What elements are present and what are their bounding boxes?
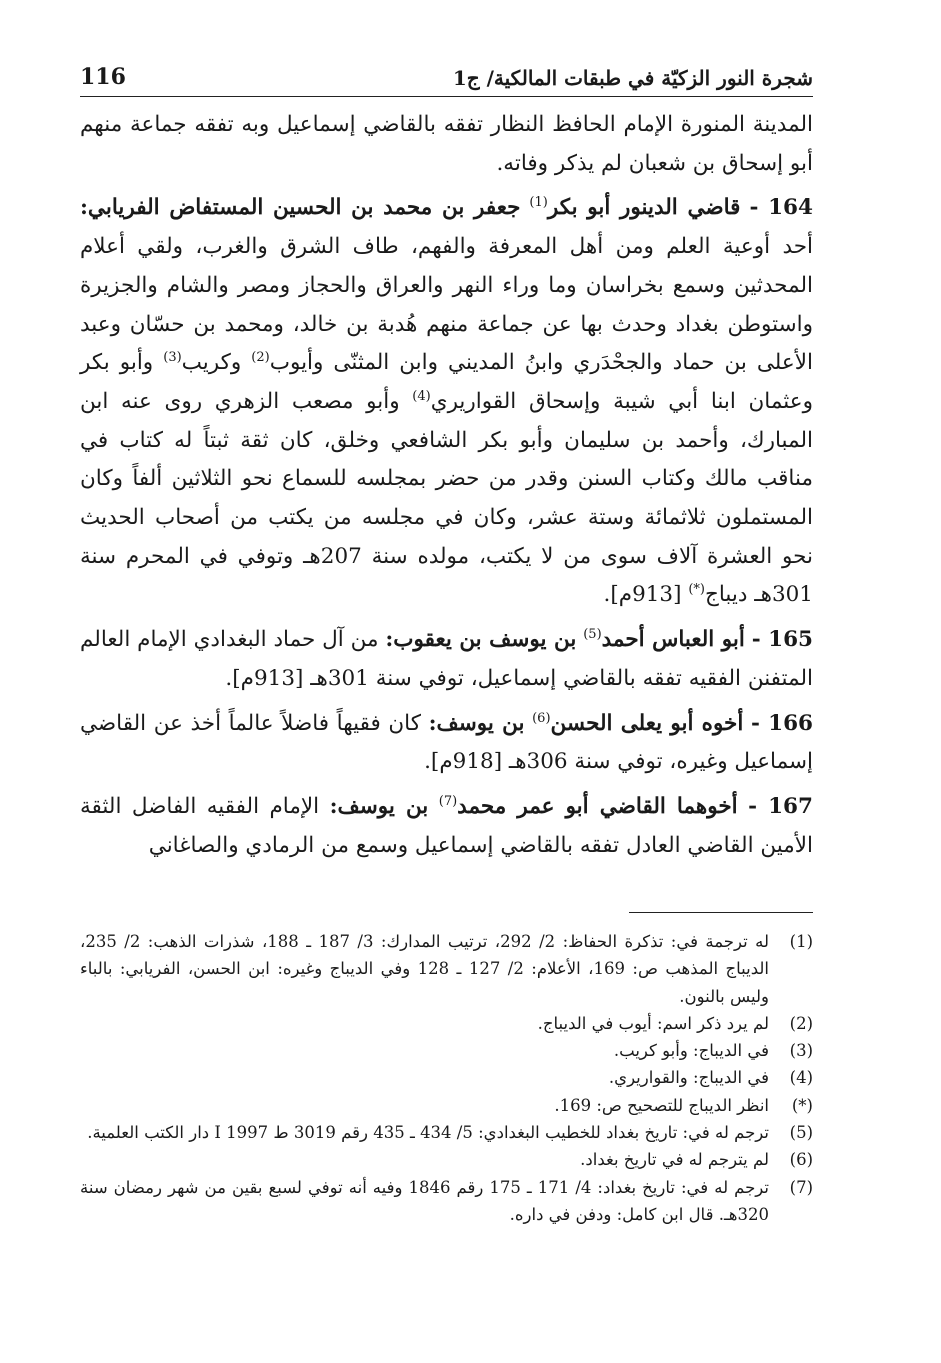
entry-text: أحد أوعية العلم ومن أهل المعرفة والفهم، طاف الشرق والغرب، ولقي أعلام المحدثين وسمع بخراسان وما وراء النهر والعراق والحجاز ومصر والشام والجزيرة واستوطن بغداد وحدث بها عن جماعة منهم هُدبة بن خالد، ومحمد بن حسّان وعبد الأعلى بن حماد والجحْدَري وابنُ المديني وابن المثنّى وأيوب bbox=[80, 234, 813, 376]
footnote-ref: (6) bbox=[532, 710, 551, 726]
entry-text: وكريب bbox=[181, 350, 242, 376]
footnote-number: (4) bbox=[789, 1068, 813, 1088]
entry-name: أبو العباس أحمد bbox=[601, 627, 745, 653]
running-title: شجرة النور الزكيّة في طبقات المالكية/ ج1 bbox=[452, 66, 813, 90]
footnote-text: ترجم له في: تاريخ بغداد للخطيب البغدادي: 5/ 434 ـ 435 رقم 3019 ط I 1997 دار الكتب العلمية. bbox=[87, 1123, 769, 1143]
footnote-text: انظر الديباج للتصحيح ص: 169. bbox=[554, 1095, 769, 1115]
footnotes bbox=[80, 928, 813, 1228]
footnote-ref: (1) bbox=[529, 195, 548, 211]
footnote-ref: (*) bbox=[688, 582, 705, 598]
entry-name-cont: بن يوسف: bbox=[329, 793, 429, 819]
entry-text: الإمام الفقيه الفاضل الثقة الأمين القاضي العادل تفقه بالقاضي إسماعيل وسمع من الرمادي والصاغاني bbox=[80, 793, 813, 858]
footnote-item bbox=[80, 1119, 813, 1146]
footnote-text: ترجم له في: تاريخ بغداد: 4/ 171 ـ 175 رقم 1846 وفيه أنه توفي لسبع بقين من شهر رمضان سنة 320هـ. قال ابن كامل: ودفن في داره. bbox=[80, 1177, 769, 1224]
footnote-number: (5) bbox=[789, 1123, 813, 1143]
entry-text: كان فقيهاً فاضلاً عالماً أخذ عن القاضي إسماعيل وغيره، توفي سنة 306هـ [918م]. bbox=[80, 710, 813, 775]
entry-164 bbox=[80, 189, 813, 615]
footnote-ref: (3) bbox=[163, 350, 182, 366]
entry-165 bbox=[80, 621, 813, 698]
entry-number: 167 - bbox=[748, 793, 813, 819]
footnote-number: (2) bbox=[789, 1013, 813, 1033]
running-header bbox=[80, 52, 813, 97]
entry-number: 166 - bbox=[750, 710, 813, 736]
entry-number: 165 - bbox=[751, 627, 813, 653]
footnote-ref: (5) bbox=[583, 626, 602, 642]
continuation-paragraph: المدينة المنورة الإمام الحافظ النظار تفقه بالقاضي إسماعيل وبه تفقه جماعة منهم أبو إسحاق بن شعبان لم يذكر وفاته. bbox=[80, 112, 813, 176]
main-text bbox=[80, 106, 813, 865]
footnote-item bbox=[80, 1064, 813, 1091]
footnote-number: (6) bbox=[789, 1150, 813, 1170]
footnote-text: لم يرد ذكر اسم: أيوب في الديباج. bbox=[537, 1013, 769, 1033]
entry-name: أخوه أبو يعلى الحسن bbox=[550, 710, 744, 736]
footnote-number: (*) bbox=[791, 1095, 813, 1115]
entry-name-cont: بن يوسف بن يعقوب: bbox=[385, 627, 577, 653]
footnote-item bbox=[80, 1037, 813, 1064]
footnote-text: في الديباج: والقواريري. bbox=[608, 1068, 769, 1088]
footnote-item bbox=[80, 1174, 813, 1229]
entry-text: من آل حماد البغدادي الإمام العالم المتفنن الفقيه تفقه بالقاضي إسماعيل، توفي سنة 301هـ [913م]. bbox=[80, 627, 813, 691]
entry-number: 164 - bbox=[749, 195, 813, 221]
entry-name-cont: بن يوسف: bbox=[428, 710, 525, 736]
footnote-text: في الديباج: وأبو كريب. bbox=[613, 1041, 769, 1061]
footnote-item bbox=[80, 1146, 813, 1173]
footnote-item bbox=[80, 928, 813, 1010]
entry-166 bbox=[80, 705, 813, 782]
footnote-item bbox=[80, 1092, 813, 1119]
footnote-number: (7) bbox=[789, 1177, 813, 1197]
footnote-number: (3) bbox=[789, 1041, 813, 1061]
footnote-separator bbox=[629, 912, 813, 913]
footnote-number: (1) bbox=[789, 932, 813, 951]
footnote-text: لم يترجم له في تاريخ بغداد. bbox=[580, 1150, 769, 1170]
footnote-ref: (4) bbox=[412, 388, 431, 404]
entry-167 bbox=[80, 788, 813, 865]
entry-text: [913م]. bbox=[603, 582, 682, 608]
entry-name: قاضي الدينور أبو بكر bbox=[547, 195, 741, 221]
entry-text: وأبو بكر وعثمان ابنا أبي شيبة وإسحاق القواريري bbox=[80, 350, 813, 414]
page-number: 116 bbox=[80, 64, 126, 90]
footnote-ref: (2) bbox=[251, 350, 270, 366]
entry-name-cont: جعفر بن محمد بن الحسين المستفاض الفريابي: bbox=[80, 195, 521, 221]
footnote-item bbox=[80, 1010, 813, 1037]
entry-name: أخوهما القاضي أبو عمر محمد bbox=[457, 793, 738, 819]
footnote-text: له ترجمة في: تذكرة الحفاظ: 2/ 292، ترتيب المدارك: 3/ 187 ـ 188، شذرات الذهب: 2/ 235، الديباج المذهب ص: 169، الأعلام: 2/ 127 ـ 128 وفي الديباج وغيره: ابن الحسن، الفريابي: بالباء وليس بالنون. bbox=[80, 932, 770, 1006]
footnote-ref: (7) bbox=[438, 793, 458, 809]
entry-text: وأبو مصعب الزهري روى عنه ابن المبارك، وأحمد بن سليمان وأبو بكر الشافعي وخلق، كان ثقة ثبتاً له كتاب في مناقب مالك وكتاب السنن وقدر من حضر بمجلسه للسماع نحو الثلاثين ألفاً وكان المستملون ثلاثمائة وستة عشر، وكان في مجلسه من يكتب من أصحاب الحديث نحو العشرة آلاف سوى من لا يكتب، مولده سنة 207هـ وتوفي في المحرم سنة 301هـ ديباج bbox=[80, 388, 813, 608]
